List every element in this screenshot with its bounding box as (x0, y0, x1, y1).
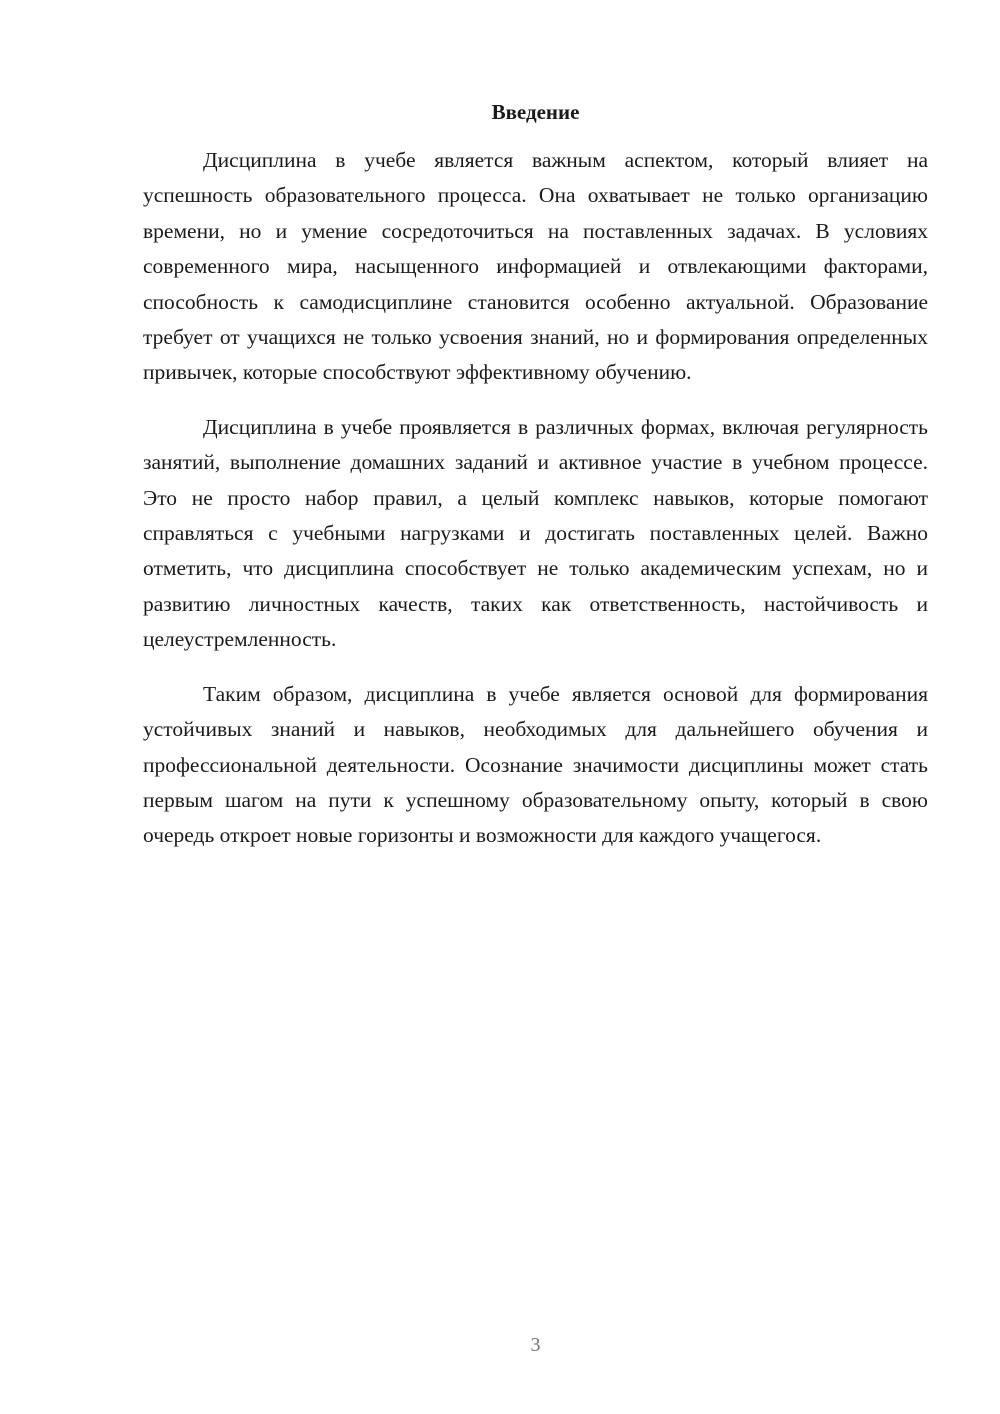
paragraph-2: Дисциплина в учебе проявляется в различных формах, включая регулярность занятий, выполнение домашних заданий и активное участие в учебном процессе. Это не просто набор правил, а целый комплекс навыков, которые помогают справляться с учебными нагрузками и достигать поставленных целей. Важно отметить, что дисциплина способствует не только академическим успехам, но и развитию личностных качеств, таких как ответственность, настойчивость и целеустремленность. (143, 414, 928, 652)
paragraph-1: Дисциплина в учебе является важным аспектом, который влияет на успешность образовательного процесса. Она охватывает не только организацию времени, но и умение сосредоточиться на поставленных задачах. В условиях современного мира, насыщенного информацией и отвлекающими факторами, способность к самодисциплине становится особенно актуальной. Образование требует от учащихся не только усвоения знаний, но и формирования определенных привычек, которые способствуют эффективному обучению. (143, 148, 928, 385)
paragraph-3: Таким образом, дисциплина в учебе является основой для формирования устойчивых знаний и навыков, необходимых для дальнейшего обучения и профессиональной деятельности. Осознание значимости дисциплины может стать первым шагом на пути к успешному образовательному опыту, который в свою очередь откроет новые горизонты и возможности для каждого учащегося. (143, 681, 928, 848)
body-text (143, 143, 928, 873)
page-number: 3 (530, 1334, 541, 1356)
section-heading: Введение (491, 100, 580, 124)
